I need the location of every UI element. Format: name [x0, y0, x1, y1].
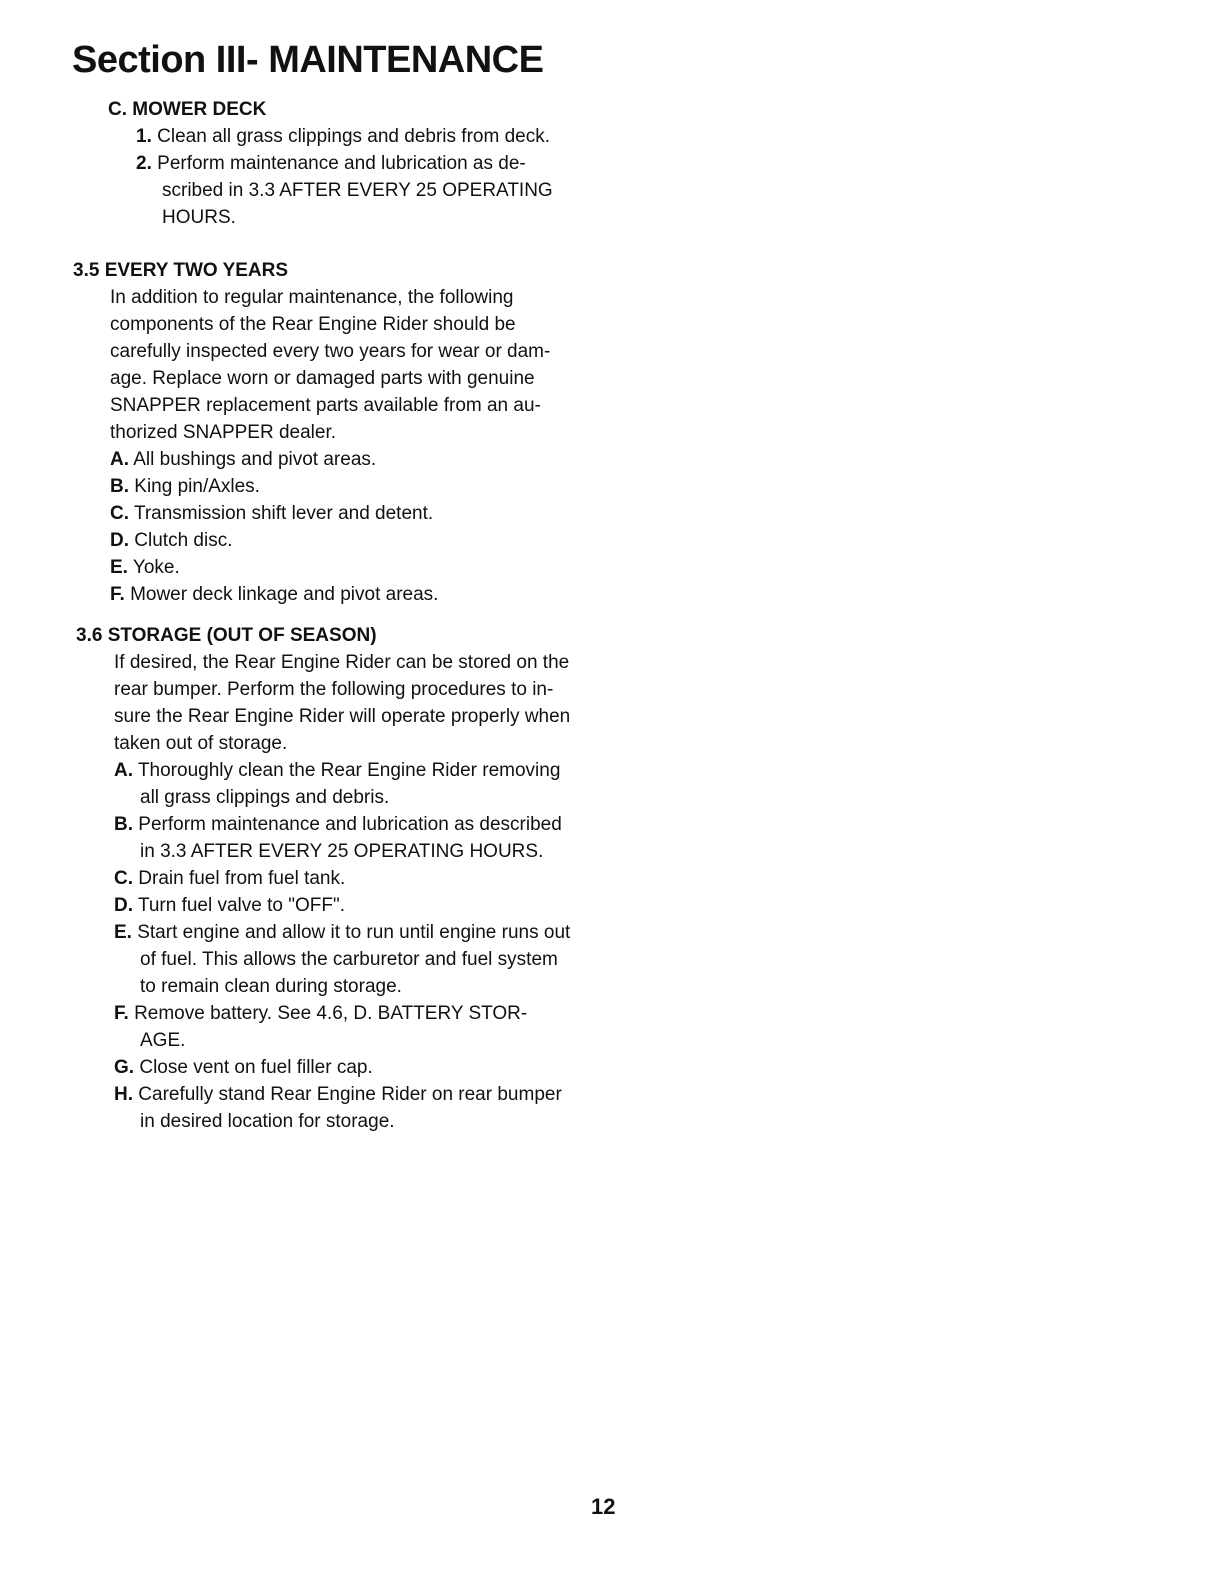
- list-item-text: Mower deck linkage and pivot areas.: [130, 584, 439, 605]
- list-item-text: Turn fuel valve to "OFF".: [137, 895, 346, 916]
- list-item: [114, 1081, 606, 1135]
- list-item: [114, 811, 606, 865]
- list-marker: A.: [114, 760, 133, 781]
- list-item: [114, 892, 606, 919]
- mower-deck-heading: C. MOWER DECK: [108, 99, 267, 120]
- every-two-years-list: [110, 446, 593, 608]
- list-item: [110, 527, 593, 554]
- list-item-text: Clutch disc.: [134, 530, 233, 551]
- list-item: [114, 1000, 606, 1054]
- storage-heading: 3.6 STORAGE (OUT OF SEASON): [76, 625, 377, 646]
- list-marker: 1.: [136, 126, 152, 147]
- list-marker: H.: [114, 1084, 133, 1105]
- list-item-text: Yoke.: [132, 557, 180, 578]
- list-item-text: Close vent on fuel filler cap.: [139, 1057, 373, 1078]
- list-marker: E.: [114, 922, 132, 943]
- list-marker: G.: [114, 1057, 135, 1078]
- list-item: [110, 473, 593, 500]
- list-item: [110, 446, 593, 473]
- list-marker: D.: [114, 895, 133, 916]
- list-item: [110, 554, 593, 581]
- page-number: 12: [591, 1494, 616, 1519]
- list-item-text: Carefully stand Rear Engine Rider on rear bumper in desired location for storage.: [138, 1084, 562, 1132]
- list-item-text: Drain fuel from fuel tank.: [138, 868, 346, 889]
- list-marker: B.: [114, 814, 133, 835]
- list-item-text: Perform maintenance and lubrication as de- scribed in 3.3 AFTER EVERY 25 OPERATING HOURS.: [157, 153, 553, 228]
- list-item-text: Perform maintenance and lubrication as described in 3.3 AFTER EVERY 25 OPERATING HOURS.: [138, 814, 562, 862]
- every-two-years-paragraph: In addition to regular maintenance, the following components of the Rear Engine Rider should be carefully inspected every two years for wear or dam- age. Replace worn or damaged parts with genuine SNAPPER replacement parts available from an au- thorized SNAPPER dealer.: [110, 287, 551, 443]
- list-item: [114, 919, 606, 1000]
- list-item-text: Remove battery. See 4.6, D. BATTERY STOR- AGE.: [134, 1003, 528, 1051]
- list-item: [136, 123, 588, 150]
- list-marker: F.: [110, 584, 125, 605]
- list-item-text: Clean all grass clippings and debris from deck.: [157, 126, 550, 147]
- list-item-text: Transmission shift lever and detent.: [133, 503, 434, 524]
- list-item-text: All bushings and pivot areas.: [133, 449, 377, 470]
- list-marker: D.: [110, 530, 129, 551]
- list-item: [114, 1054, 606, 1081]
- every-two-years-body: [73, 284, 593, 608]
- storage-list: [114, 757, 606, 1135]
- storage-paragraph: If desired, the Rear Engine Rider can be stored on the rear bumper. Perform the following procedures to in- sure the Rear Engine Rider will operate properly when taken out of storage.: [114, 652, 571, 754]
- list-marker: B.: [110, 476, 129, 497]
- storage-section: [76, 622, 606, 1135]
- section-title: Section III- MAINTENANCE: [72, 39, 544, 81]
- list-marker: E.: [110, 557, 128, 578]
- list-marker: F.: [114, 1003, 129, 1024]
- list-item-text: Start engine and allow it to run until engine runs out of fuel. This allows the carburetor and fuel system to remain clean during storage.: [137, 922, 571, 997]
- list-marker: A.: [110, 449, 129, 470]
- list-item-text: Thoroughly clean the Rear Engine Rider removing all grass clippings and debris.: [137, 760, 561, 808]
- list-item: [136, 150, 588, 231]
- list-item: [110, 500, 593, 527]
- storage-body: [76, 649, 606, 1135]
- list-marker: C.: [110, 503, 129, 524]
- list-item: [110, 581, 593, 608]
- list-item: [114, 757, 606, 811]
- list-marker: C.: [114, 868, 133, 889]
- list-marker: 2.: [136, 153, 152, 174]
- list-item: [114, 865, 606, 892]
- list-item-text: King pin/Axles.: [134, 476, 260, 497]
- every-two-years-heading: 3.5 EVERY TWO YEARS: [73, 260, 289, 281]
- mower-deck-list: [108, 123, 588, 231]
- mower-deck-section: [108, 96, 588, 231]
- every-two-years-section: [73, 257, 593, 608]
